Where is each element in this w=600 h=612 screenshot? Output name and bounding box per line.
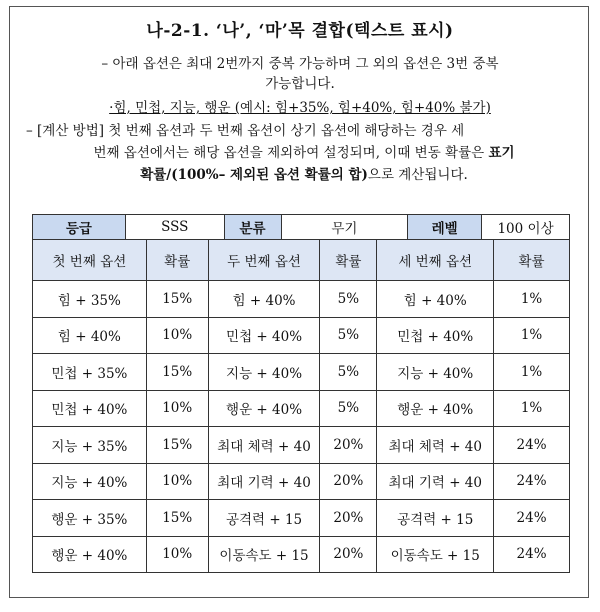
cell-second-option: 최대 체력 + 40	[208, 427, 320, 464]
calc-line-2: 번째 옵션에서는 해당 옵션을 제외하여 설정되며, 이때 변동 확률은	[93, 145, 489, 161]
calc-line-3: 으로 계산됩니다.	[367, 167, 468, 183]
note-line-2: 가능합니다.	[265, 76, 335, 92]
table-header-row	[33, 240, 570, 281]
cell-third-option: 최대 기력 + 40	[377, 463, 494, 500]
cell-probability-3: 24%	[494, 536, 570, 573]
cell-third-option: 행운 + 40%	[377, 390, 494, 427]
cell-probability-1: 15%	[146, 427, 208, 464]
cell-first-option: 행운 + 40%	[33, 536, 147, 573]
header-first-option: 첫 번째 옵션	[33, 240, 147, 281]
grade-label: 등급	[33, 215, 126, 240]
cell-second-option: 공격력 + 15	[208, 500, 320, 537]
header-probability-1: 확률	[146, 240, 208, 281]
cell-probability-3: 24%	[494, 500, 570, 537]
header-probability-3: 확률	[494, 240, 570, 281]
cell-second-option: 힘 + 40%	[208, 281, 320, 318]
option-rows-table	[32, 239, 570, 573]
cell-probability-2: 20%	[320, 427, 377, 464]
cell-first-option: 지능 + 40%	[33, 463, 147, 500]
cell-probability-1: 10%	[146, 463, 208, 500]
cell-probability-3: 24%	[494, 427, 570, 464]
cell-probability-1: 10%	[146, 390, 208, 427]
cell-second-option: 지능 + 40%	[208, 354, 320, 391]
cell-probability-2: 5%	[320, 354, 377, 391]
cell-third-option: 힘 + 40%	[377, 281, 494, 318]
table-row	[33, 354, 570, 391]
cell-third-option: 공격력 + 15	[377, 500, 494, 537]
cell-first-option: 민첩 + 35%	[33, 354, 147, 391]
cell-first-option: 지능 + 35%	[33, 427, 147, 464]
cell-probability-3: 1%	[494, 390, 570, 427]
cell-second-option: 행운 + 40%	[208, 390, 320, 427]
cell-first-option: 민첩 + 40%	[33, 390, 147, 427]
cell-probability-2: 20%	[320, 536, 377, 573]
calc-line-1: – [계산 방법] 첫 번째 옵션과 두 번째 옵션이 상기 옵션에 해당하는 경우 세	[26, 123, 465, 139]
cell-third-option: 최대 체력 + 40	[377, 427, 494, 464]
cell-third-option: 지능 + 40%	[377, 354, 494, 391]
level-value: 100 이상	[482, 215, 570, 240]
note-line-1: – 아래 옵션은 최대 2번까지 중복 가능하며 그 외의 옵션은 3번 중복	[101, 56, 499, 72]
note-calculation	[26, 120, 582, 186]
header-second-option: 두 번째 옵션	[208, 240, 320, 281]
cell-probability-1: 15%	[146, 281, 208, 318]
table-row	[33, 500, 570, 537]
calc-line-3-bold: 확률/(100%– 제외된 옵션 확률의 합)	[140, 167, 368, 183]
cell-probability-2: 20%	[320, 463, 377, 500]
cell-probability-1: 15%	[146, 354, 208, 391]
table-row	[33, 390, 570, 427]
cell-probability-3: 1%	[494, 354, 570, 391]
table-row	[33, 317, 570, 354]
cell-probability-2: 5%	[320, 317, 377, 354]
cell-probability-1: 15%	[146, 500, 208, 537]
cell-probability-2: 20%	[320, 500, 377, 537]
cell-third-option: 이동속도 + 15	[377, 536, 494, 573]
calc-line-2-bold: 표기	[488, 145, 515, 161]
cell-second-option: 민첩 + 40%	[208, 317, 320, 354]
note-duplicate-limit	[0, 54, 600, 94]
cell-probability-3: 1%	[494, 317, 570, 354]
option-probability-table	[32, 214, 570, 240]
header-probability-2: 확률	[320, 240, 377, 281]
grade-value: SSS	[125, 215, 224, 240]
cell-second-option: 최대 기력 + 40	[208, 463, 320, 500]
cell-probability-1: 10%	[146, 317, 208, 354]
cell-second-option: 이동속도 + 15	[208, 536, 320, 573]
cell-first-option: 힘 + 40%	[33, 317, 147, 354]
header-third-option: 세 번째 옵션	[377, 240, 494, 281]
category-label: 분류	[224, 215, 281, 240]
category-value: 무기	[281, 215, 408, 240]
cell-probability-3: 24%	[494, 463, 570, 500]
cell-probability-1: 10%	[146, 536, 208, 573]
cell-probability-2: 5%	[320, 390, 377, 427]
section-title: 나-2-1. ‘나’, ‘마’목 결합(텍스트 표시)	[146, 21, 454, 41]
cell-probability-3: 1%	[494, 281, 570, 318]
cell-first-option: 힘 + 35%	[33, 281, 147, 318]
cell-third-option: 민첩 + 40%	[377, 317, 494, 354]
note-example: ·힘, 민첩, 지능, 행운 (예시: 힘+35%, 힘+40%, 힘+40% 불가)	[109, 100, 491, 116]
table-row	[33, 427, 570, 464]
table-row	[33, 536, 570, 573]
cell-first-option: 행운 + 35%	[33, 500, 147, 537]
table-row	[33, 463, 570, 500]
table-row	[33, 281, 570, 318]
level-label: 레벨	[408, 215, 482, 240]
cell-probability-2: 5%	[320, 281, 377, 318]
